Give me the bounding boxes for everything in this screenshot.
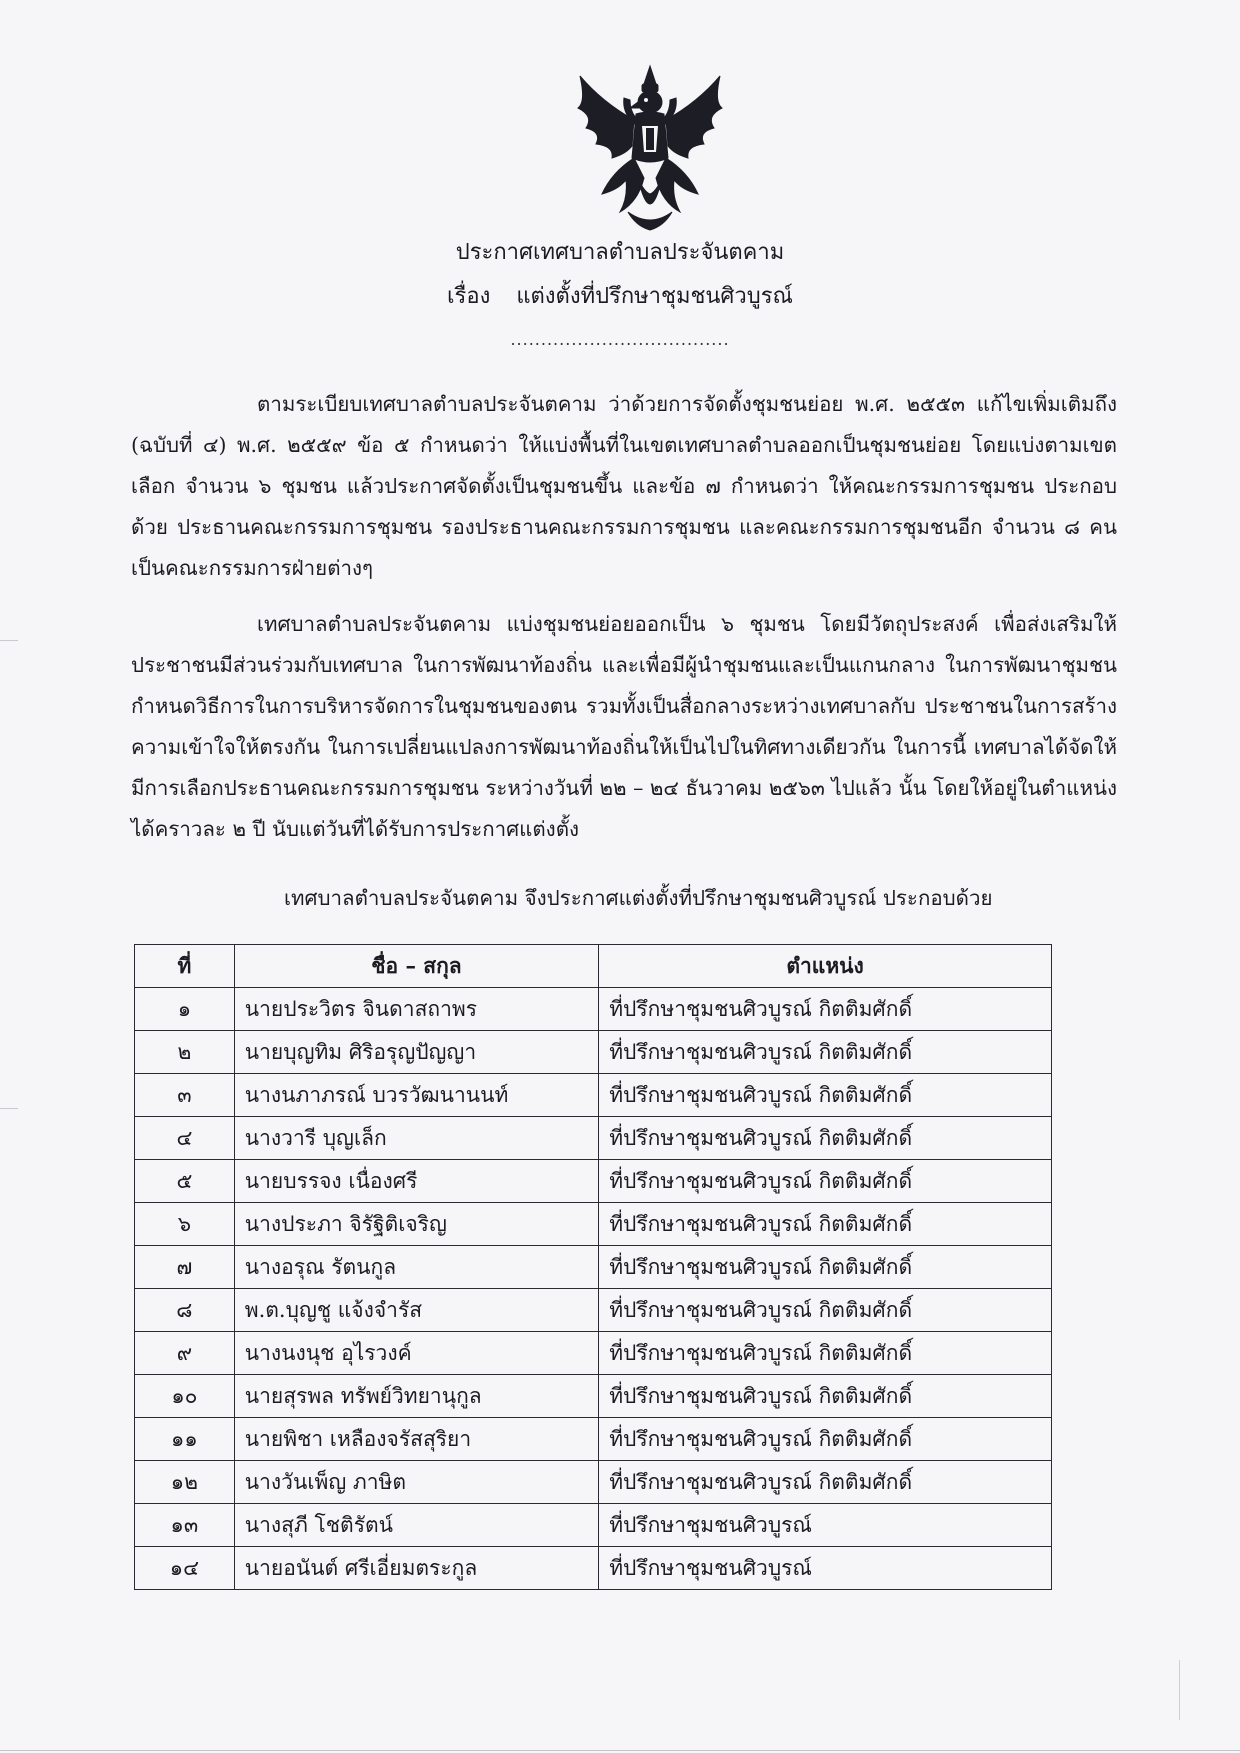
row-number: ๒ <box>135 1031 235 1074</box>
table-row <box>135 1418 1052 1461</box>
scan-edge-mark <box>0 1108 18 1109</box>
row-position: ที่ปรึกษาชุมชนศิวบูรณ์ กิตติมศักดิ์ <box>599 1031 1052 1074</box>
row-number: ๑ <box>135 988 235 1031</box>
row-name: นางสุภี โชติรัตน์ <box>234 1504 598 1547</box>
table-row <box>135 1246 1052 1289</box>
row-position: ที่ปรึกษาชุมชนศิวบูรณ์ กิตติมศักดิ์ <box>599 1289 1052 1332</box>
title-separator: .................................... <box>510 330 730 349</box>
row-number: ๑๓ <box>135 1504 235 1547</box>
table-row <box>135 988 1052 1031</box>
row-name: นายพิชา เหลืองจรัสสุริยา <box>234 1418 598 1461</box>
table-row <box>135 1117 1052 1160</box>
header-position: ตำแหน่ง <box>599 945 1052 988</box>
row-number: ๕ <box>135 1160 235 1203</box>
header-name: ชื่อ – สกุล <box>234 945 598 988</box>
row-number: ๓ <box>135 1074 235 1117</box>
row-name: นางวันเพ็ญ ภาษิต <box>234 1461 598 1504</box>
row-number: ๑๒ <box>135 1461 235 1504</box>
table-header-row <box>135 945 1052 988</box>
row-position: ที่ปรึกษาชุมชนศิวบูรณ์ กิตติมศักดิ์ <box>599 1160 1052 1203</box>
garuda-emblem-icon <box>572 62 728 232</box>
document-subject <box>0 282 1240 312</box>
row-number: ๑๑ <box>135 1418 235 1461</box>
table-row <box>135 1375 1052 1418</box>
row-position: ที่ปรึกษาชุมชนศิวบูรณ์ <box>599 1547 1052 1590</box>
paragraph-regulation: ตามระเบียบเทศบาลตำบลประจันตคาม ว่าด้วยการจัดตั้งชุมชนย่อย พ.ศ. ๒๕๕๓ แก้ไขเพิ่มเติมถึง (ฉบับที่ ๔) พ.ศ. ๒๕๕๙ ข้อ ๕ กำหนดว่า ให้แบ่งพื้นที่ในเขตเทศบาลตำบลออกเป็นชุมชนย่อย โดยแบ่งตามเขตเลือก จำนวน ๖ ชุมชน แล้วประกาศจัดตั้งเป็นชุมชนขึ้น และข้อ ๗ กำหนดว่า ให้คณะกรรมการชุมชน ประกอบด้วย ประธานคณะกรรมการชุมชน รองประธานคณะกรรมการชุมชน และคณะกรรมการชุมชนอีก จำนวน ๘ คน เป็นคณะกรรมการฝ่ายต่างๆ <box>131 392 1117 580</box>
row-position: ที่ปรึกษาชุมชนศิวบูรณ์ กิตติมศักดิ์ <box>599 1203 1052 1246</box>
table-row <box>135 1332 1052 1375</box>
row-position: ที่ปรึกษาชุมชนศิวบูรณ์ กิตติมศักดิ์ <box>599 1461 1052 1504</box>
document-title: ประกาศเทศบาลตำบลประจันตคาม <box>455 240 785 265</box>
scan-bottom-edge <box>0 1750 1240 1751</box>
table-row <box>135 1289 1052 1332</box>
row-name: นางนงนุช อุไรวงค์ <box>234 1332 598 1375</box>
row-position: ที่ปรึกษาชุมชนศิวบูรณ์ กิตติมศักดิ์ <box>599 1375 1052 1418</box>
table-row <box>135 1031 1052 1074</box>
row-position: ที่ปรึกษาชุมชนศิวบูรณ์ <box>599 1504 1052 1547</box>
row-name: นางอรุณ รัตนกูล <box>234 1246 598 1289</box>
subject-text: แต่งตั้งที่ปรึกษาชุมชนศิวบูรณ์ <box>516 284 793 309</box>
row-position: ที่ปรึกษาชุมชนศิวบูรณ์ กิตติมศักดิ์ <box>599 988 1052 1031</box>
row-position: ที่ปรึกษาชุมชนศิวบูรณ์ กิตติมศักดิ์ <box>599 1246 1052 1289</box>
table-row <box>135 1461 1052 1504</box>
paragraph-announcement: เทศบาลตำบลประจันตคาม จึงประกาศแต่งตั้งที่ปรึกษาชุมชนศิวบูรณ์ ประกอบด้วย <box>284 886 993 910</box>
row-number: ๗ <box>135 1246 235 1289</box>
table-row <box>135 1203 1052 1246</box>
table-row <box>135 1504 1052 1547</box>
scan-edge-mark <box>0 640 18 641</box>
subject-label: เรื่อง <box>447 284 491 309</box>
row-name: นางประภา จิรัฐิติเจริญ <box>234 1203 598 1246</box>
row-number: ๑๔ <box>135 1547 235 1590</box>
row-position: ที่ปรึกษาชุมชนศิวบูรณ์ กิตติมศักดิ์ <box>599 1418 1052 1461</box>
table-row <box>135 1074 1052 1117</box>
row-number: ๘ <box>135 1289 235 1332</box>
row-name: นายประวิตร จินดาสถาพร <box>234 988 598 1031</box>
table-row <box>135 1547 1052 1590</box>
table-row <box>135 1160 1052 1203</box>
row-name: นายบรรจง เนื่องศรี <box>234 1160 598 1203</box>
row-name: นายสุรพล ทรัพย์วิทยานุกูล <box>234 1375 598 1418</box>
scan-edge-mark <box>1179 1660 1180 1720</box>
row-name: นายอนันต์ ศรีเอี่ยมตระกูล <box>234 1547 598 1590</box>
row-name: พ.ต.บุญชู แจ้งจำรัส <box>234 1289 598 1332</box>
row-number: ๙ <box>135 1332 235 1375</box>
row-position: ที่ปรึกษาชุมชนศิวบูรณ์ กิตติมศักดิ์ <box>599 1117 1052 1160</box>
row-name: นางวารี บุญเล็ก <box>234 1117 598 1160</box>
row-number: ๖ <box>135 1203 235 1246</box>
advisors-table <box>134 944 1052 1590</box>
header-number: ที่ <box>135 945 235 988</box>
row-position: ที่ปรึกษาชุมชนศิวบูรณ์ กิตติมศักดิ์ <box>599 1332 1052 1375</box>
row-number: ๔ <box>135 1117 235 1160</box>
row-position: ที่ปรึกษาชุมชนศิวบูรณ์ กิตติมศักดิ์ <box>599 1074 1052 1117</box>
row-name: นายบุญทิม ศิริอรุญปัญญา <box>234 1031 598 1074</box>
row-name: นางนภาภรณ์ บวรวัฒนานนท์ <box>234 1074 598 1117</box>
paragraph-purpose: เทศบาลตำบลประจันตคาม แบ่งชุมชนย่อยออกเป็น ๖ ชุมชน โดยมีวัตถุประสงค์ เพื่อส่งเสริมให้ประชาชนมีส่วนร่วมกับเทศบาล ในการพัฒนาท้องถิ่น และเพื่อมีผู้นำชุมชนและเป็นแกนกลาง ในการพัฒนาชุมชน กำหนดวิธีการในการบริหารจัดการในชุมชนของตน รวมทั้งเป็นสื่อกลางระหว่างเทศบาลกับ ประชาชนในการสร้างความเข้าใจให้ตรงกัน ในการเปลี่ยนแปลงการพัฒนาท้องถิ่นให้เป็นไปในทิศทางเดียวกัน ในการนี้ เทศบาลได้จัดให้มีการเลือกประธานคณะกรรมการชุมชน ระหว่างวันที่ ๒๒ – ๒๔ ธันวาคม ๒๕๖๓ ไปแล้ว นั้น โดยให้อยู่ในตำแหน่งได้คราวละ ๒ ปี นับแต่วันที่ได้รับการประกาศแต่งตั้ง <box>131 612 1117 841</box>
row-number: ๑๐ <box>135 1375 235 1418</box>
